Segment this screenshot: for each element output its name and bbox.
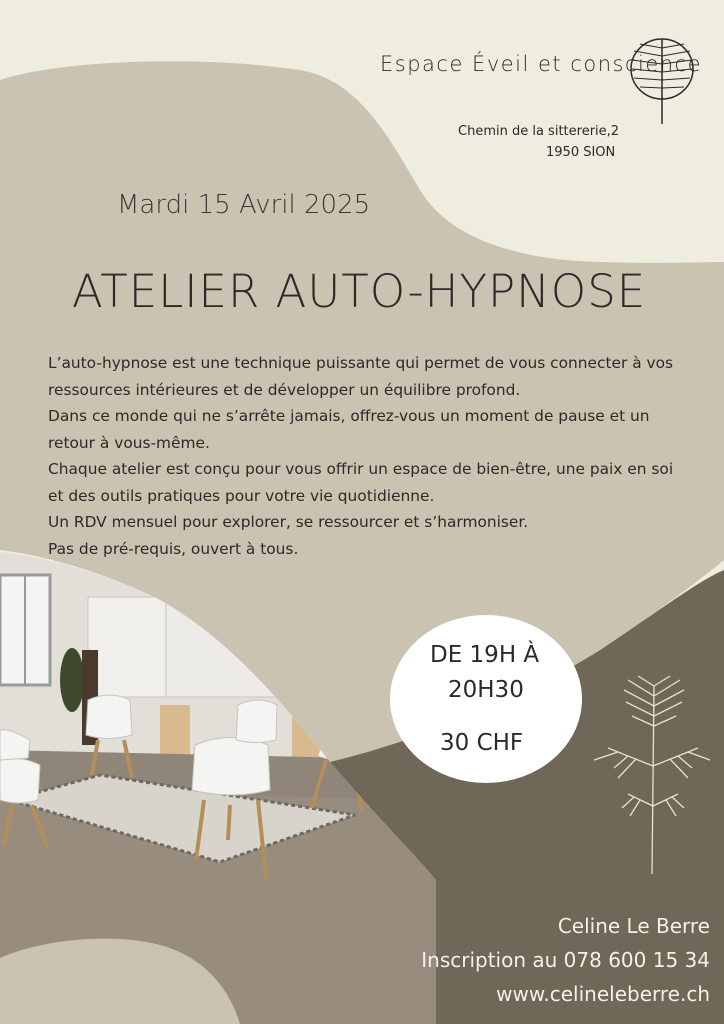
contact-name: Celine Le Berre bbox=[557, 914, 710, 938]
description-paragraph: Pas de pré-requis, ouvert à tous. bbox=[48, 539, 299, 558]
description-paragraph: Dans ce monde qui ne s’arrête jamais, offrez-vous un moment de pause et un retour à vous-même. bbox=[48, 407, 650, 452]
description-paragraph: Un RDV mensuel pour explorer, se ressourcer et s’harmoniser. bbox=[48, 513, 529, 531]
pine-branch-icon bbox=[588, 676, 712, 876]
contact-phone: Inscription au 078 600 15 34 bbox=[421, 948, 710, 972]
brand-name: Espace Éveil et conscience bbox=[380, 52, 703, 76]
description-paragraph: L’auto-hypnose est une technique puissante qui permet de vous connecter à vos ressources intérieures et de développer un équilibre profond. bbox=[48, 354, 674, 399]
description-paragraph: Chaque atelier est conçu pour vous offrir un espace de bien-être, une paix en soi et des outils pratiques pour votre vie quotidienne. bbox=[48, 460, 674, 505]
time-end: 20H30 bbox=[448, 677, 524, 703]
address-street: Chemin de la sittererie,2 bbox=[458, 124, 620, 139]
tree-leaf-icon bbox=[628, 36, 700, 126]
time-start: DE 19H À bbox=[430, 642, 540, 668]
event-title: ATELIER AUTO-HYPNOSE bbox=[72, 265, 647, 318]
event-date: Mardi 15 Avril 2025 bbox=[117, 190, 371, 220]
address-city: 1950 SION bbox=[546, 145, 616, 160]
contact-website[interactable]: www.celineleberre.ch bbox=[496, 982, 710, 1006]
event-description bbox=[48, 350, 678, 562]
price: 30 CHF bbox=[440, 730, 524, 756]
